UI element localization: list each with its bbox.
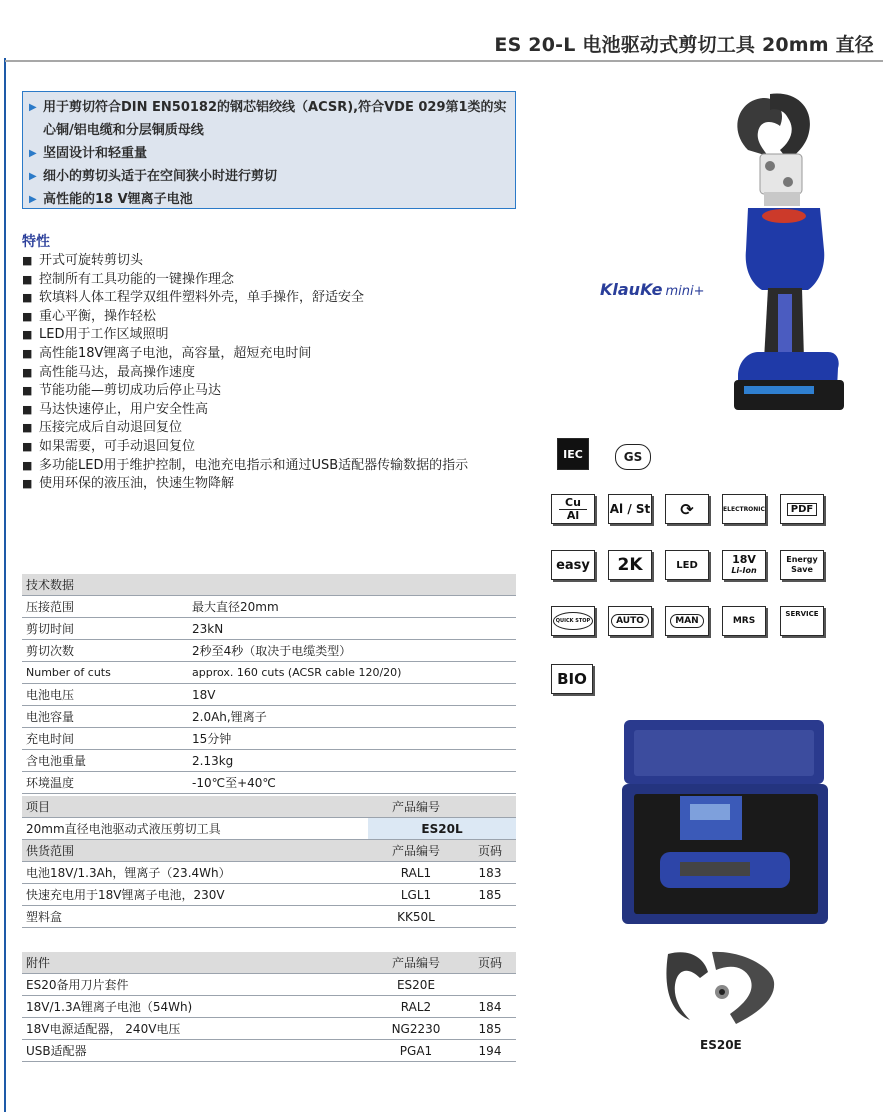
table-row	[22, 862, 516, 884]
square-bullet-icon: ■	[22, 254, 33, 267]
left-border	[4, 58, 6, 1112]
table-header	[22, 574, 516, 596]
feature-item	[22, 364, 522, 383]
highlight-text: 坚固设计和轻重量	[43, 146, 148, 161]
al-st-icon: Al / St	[608, 494, 652, 524]
table-cell: 含电池重量	[26, 754, 87, 768]
feature-item	[22, 271, 522, 290]
square-bullet-icon: ■	[22, 477, 33, 491]
table-cell: 电池电压	[26, 688, 75, 702]
brand-suffix: mini+	[665, 284, 705, 299]
replacement-blade-image	[660, 944, 780, 1034]
table-cell: KK50L	[397, 909, 435, 924]
table-header-cell: 项目	[26, 800, 51, 814]
feature-item	[22, 252, 522, 271]
2k-icon: 2K	[608, 550, 652, 580]
features-list	[22, 252, 522, 494]
table-cell: 2.0Ah,锂离子	[192, 710, 267, 724]
feature-text: 压接完成后自动退回复位	[39, 420, 183, 436]
table-header-cell: 技术数据	[26, 578, 75, 592]
square-bullet-icon: ■	[22, 365, 33, 379]
table-cell: 剪切次数	[26, 644, 75, 658]
features-section	[22, 232, 522, 494]
table-cell: approx. 160 cuts (ACSR cable 120/20)	[192, 666, 402, 679]
table-row	[22, 974, 516, 996]
table-header	[22, 796, 516, 818]
header-rule	[5, 60, 883, 62]
feature-text: 马达快速停止，用户安全性高	[39, 401, 209, 417]
table-cell: 塑料盒	[26, 910, 63, 924]
table-cell: ES20E	[396, 977, 436, 992]
table-cell: 2.13kg	[192, 753, 234, 768]
table-row	[22, 1018, 516, 1040]
table-cell: 剪切时间	[26, 622, 75, 636]
table-cell: 185	[478, 887, 502, 902]
feature-text: 开式可旋转剪切头	[39, 253, 144, 268]
electronic-icon: ELECTRONIC	[722, 494, 766, 524]
feature-text: 软填料人体工程学双组件塑料外壳，单手操作，舒适安全	[39, 290, 365, 306]
triangle-bullet-icon: ▶	[29, 148, 37, 159]
feature-text: LED用于工作区域照明	[39, 327, 169, 343]
table-cell: RAL1	[400, 865, 432, 880]
feature-item	[22, 401, 522, 420]
item-table	[22, 796, 516, 840]
highlight-text: 高性能的18 V锂离子电池	[43, 192, 193, 207]
quick-stop-icon: QUICK STOP	[551, 606, 595, 636]
feature-text: 控制所有工具功能的一键操作理念	[39, 271, 235, 287]
table-row	[22, 750, 516, 772]
energy-save-icon: Energy Save	[780, 550, 824, 580]
table-cell: 18V/1.3A锂离子电池（54Wh)	[26, 1000, 193, 1014]
square-bullet-icon: ■	[22, 439, 33, 453]
accessories-table	[22, 952, 516, 1062]
feature-item	[22, 457, 522, 476]
bio-icon: BIO	[551, 664, 593, 694]
table-cell: 电池容量	[26, 710, 75, 724]
feature-text: 多功能LED用于维护控制，电池充电指示和通过USB适配器传输数据的指示	[39, 457, 469, 473]
feature-item	[22, 475, 522, 494]
pdf-icon: PDF	[780, 494, 824, 524]
table-header-cell: 页码	[477, 844, 502, 858]
table-row	[22, 1040, 516, 1062]
feature-text: 重心平衡，操作轻松	[39, 308, 157, 324]
triangle-bullet-icon: ▶	[29, 194, 37, 205]
table-cell: 15分钟	[192, 732, 232, 746]
table-cell: 23kN	[192, 621, 224, 636]
table-row	[22, 618, 516, 640]
table-row	[22, 706, 516, 728]
feature-item	[22, 308, 522, 327]
table-header-cell: 附件	[26, 956, 51, 970]
page-header	[0, 0, 888, 62]
easy-icon: easy	[551, 550, 595, 580]
highlight-item	[29, 142, 515, 165]
square-bullet-icon: ■	[22, 309, 33, 323]
tech-data-table	[22, 574, 516, 794]
square-bullet-icon: ■	[22, 402, 33, 416]
product-code-cell: ES20L	[368, 818, 516, 839]
table-cell: 最大直径20mm	[192, 600, 279, 614]
table-header-cell: 供货范围	[26, 844, 75, 858]
cutting-tool-image	[708, 90, 878, 422]
feature-item	[22, 438, 522, 457]
feature-item	[22, 419, 522, 438]
feature-item	[22, 326, 522, 345]
table-cell: 18V	[192, 687, 216, 702]
table-cell: 电池18V/1.3Ah，锂离子（23.4Wh）	[26, 866, 231, 880]
feature-text: 如果需要，可手动退回复位	[39, 438, 196, 454]
table-cell: 充电时间	[26, 732, 75, 746]
table-cell: -10℃至+40℃	[192, 776, 276, 790]
page-title: ES 20-L 电池驱动式剪切工具 20mm 直径	[494, 34, 874, 56]
highlight-text: 用于剪切符合DIN EN50182的钢芯铝绞线（ACSR),符合VDE 029第1类的实心铜/铝电缆和分层铜质母线	[43, 100, 507, 138]
square-bullet-icon: ■	[22, 291, 33, 305]
cu-al-icon: Cu Al	[551, 494, 595, 524]
table-cell: 快速充电用于18V锂离子电池，230V	[26, 888, 225, 902]
table-cell: 20mm直径电池驱动式液压剪切工具	[26, 822, 221, 836]
features-title: 特性	[22, 234, 50, 250]
table-cell: NG2230	[391, 1021, 441, 1036]
feature-text: 高性能18V锂离子电池，高容量，超短充电时间	[39, 345, 312, 361]
highlight-text: 细小的剪切头适于在空间狭小时进行剪切	[43, 169, 278, 184]
table-row	[22, 906, 516, 928]
table-row	[22, 662, 516, 684]
feature-item	[22, 345, 522, 364]
table-header	[22, 952, 516, 974]
feature-text: 高性能马达，最高操作速度	[39, 364, 196, 380]
table-row	[22, 772, 516, 794]
iec-certification-icon: IEC	[557, 438, 589, 470]
table-cell: 183	[478, 865, 502, 880]
brand-name: KlauKe	[600, 280, 663, 299]
table-cell: 194	[478, 1043, 502, 1058]
table-row	[22, 596, 516, 618]
table-cell: 2秒至4秒（取决于电缆类型）	[192, 644, 352, 658]
feature-item	[22, 289, 522, 308]
table-cell: Number of cuts	[26, 666, 111, 679]
table-cell: 185	[478, 1021, 502, 1036]
carry-case-image	[620, 712, 832, 927]
table-cell: 环境温度	[26, 776, 75, 790]
square-bullet-icon: ■	[22, 346, 33, 360]
table-cell: 184	[478, 999, 502, 1014]
man-icon: MAN	[665, 606, 709, 636]
table-header	[22, 840, 516, 862]
table-header-cell: 页码	[477, 956, 502, 970]
feature-text: 使用环保的液压油，快速生物降解	[39, 476, 235, 492]
blade-label: ES20E	[700, 1038, 742, 1052]
highlights-box	[22, 91, 516, 209]
table-row	[22, 818, 516, 840]
table-row	[22, 996, 516, 1018]
square-bullet-icon: ■	[22, 421, 33, 435]
square-bullet-icon: ■	[22, 384, 33, 398]
table-cell: USB适配器	[26, 1044, 87, 1058]
mrs-icon: MRS	[722, 606, 766, 636]
table-row	[22, 684, 516, 706]
rotate-head-icon: ⟳	[665, 494, 709, 524]
square-bullet-icon: ■	[22, 458, 33, 472]
supply-table	[22, 840, 516, 928]
table-cell: RAL2	[400, 999, 432, 1014]
table-cell: LGL1	[400, 887, 432, 902]
highlight-item	[29, 165, 515, 188]
table-cell: PGA1	[399, 1043, 433, 1058]
feature-text: 节能功能—剪切成功后停止马达	[39, 383, 222, 399]
table-row	[22, 884, 516, 906]
table-cell: 压接范围	[26, 600, 75, 614]
table-header-cell: 产品编号	[391, 844, 440, 858]
triangle-bullet-icon: ▶	[29, 171, 37, 182]
table-cell: ES20备用刀片套件	[26, 978, 129, 992]
highlight-item	[29, 96, 515, 142]
table-cell: 18V电源适配器， 240V电压	[26, 1022, 181, 1036]
highlight-item	[29, 188, 515, 211]
table-header-cell: 产品编号	[391, 800, 440, 814]
table-row	[22, 640, 516, 662]
table-header-cell: 产品编号	[391, 956, 440, 970]
18v-liion-icon: 18V Li-Ion	[722, 550, 766, 580]
service-icon: SERVICE	[780, 606, 824, 636]
square-bullet-icon: ■	[22, 272, 33, 286]
led-icon: LED	[665, 550, 709, 580]
feature-item	[22, 382, 522, 401]
auto-icon: AUTO	[608, 606, 652, 636]
square-bullet-icon: ■	[22, 328, 33, 342]
triangle-bullet-icon: ▶	[29, 102, 37, 113]
gs-certification-icon: GS	[615, 444, 651, 470]
table-row	[22, 728, 516, 750]
